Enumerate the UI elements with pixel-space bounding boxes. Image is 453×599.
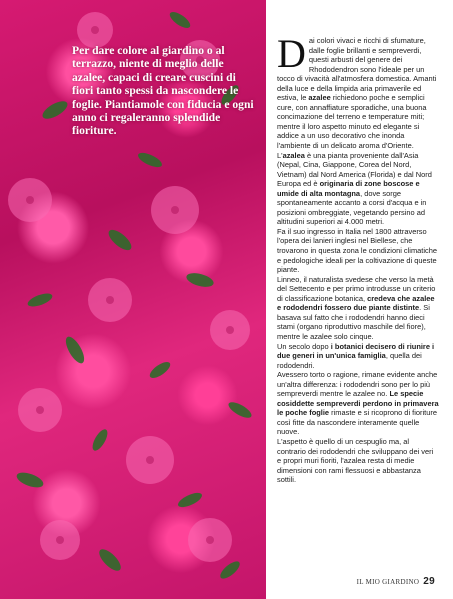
text-run: . Si basava sul fatto che i rododendri hanno dieci stami (organo riproduttivo maschile del fiore), mentre le azalee solo cinque. bbox=[277, 303, 430, 341]
article-column bbox=[277, 31, 439, 485]
page-number: 29 bbox=[423, 576, 435, 587]
article-paragraph-intro bbox=[277, 31, 439, 227]
article-paragraph-history: Fa il suo ingresso in Italia nel 1800 attraverso l'opera dei lanieri inglesi nel Biellese, che trovarono in questa zona le condizioni climatiche e pedologiche ideali per la coltivazione di queste piante. bbox=[277, 226, 437, 275]
text-run: Avessero torto o ragione, rimane evidente anche un'altra differenza: i rododendri sono per lo più sempreverdi mentre le azalee no. bbox=[277, 370, 438, 399]
bold-run: credeva che azalee e rododendri fossero due piante distinte bbox=[277, 293, 435, 313]
bold-run: i botanici decisero di riunire i due generi in un'unica famiglia bbox=[277, 341, 435, 361]
bold-run: azalee bbox=[308, 93, 331, 103]
magazine-name: IL MIO GIARDINO bbox=[356, 578, 420, 586]
photo-caption: Per dare colore al giardino o al terrazzo, niente di meglio delle azalee, capaci di creare cuscini di fiori tanto spessi da nascondere le foglie. Piantiamole con fiducia e ogni anno ci regaleranno splendide fioriture. bbox=[72, 44, 254, 138]
text-run: Un secolo dopo bbox=[277, 341, 331, 351]
drop-cap: D bbox=[277, 31, 306, 76]
text-run: rimaste e si ricoprono di fioriture così fitte da nascondere interamente quelle nuove. bbox=[277, 408, 437, 437]
article-paragraph-evergreen bbox=[277, 370, 439, 437]
text-run: Linneo, il naturalista svedese che verso la metà del Settecento e per primo introdusse un criterio di classificazione botanica, bbox=[277, 274, 436, 303]
bold-run: Le specie cosiddette sempreverdi perdono in primavera le poche foglie bbox=[277, 389, 439, 418]
text-run: richiedono poche e semplici cure, con annaffiature sporadiche, una buona concimazione del terreno e temperature miti; mentre il loro aspetto minuto ed elegante si addice a un uso decorativo che inonda l'ambiente di un delicato aroma d'Oriente. L' bbox=[277, 93, 427, 160]
article-paragraph-botanists bbox=[277, 342, 439, 371]
article-paragraph-linneo bbox=[277, 275, 439, 342]
text-run: , dove sorge spontaneamente accanto a corsi d'acqua e in posizioni ombreggiate, vegetando persino ad altitudini superiori ai 4.000 metri. bbox=[277, 188, 427, 227]
text-run: è una pianta proveniente dall'Asia (Nepal, Cina, Giappone, Corea del Nord, Vietnam) dal Nord America (Florida) e dal Nord Europa ed è bbox=[277, 150, 432, 189]
bold-run: azalea bbox=[282, 150, 305, 160]
bold-run: originaria di zone boscose e umide di alta montagna bbox=[277, 179, 420, 198]
text-run: ai colori vivaci e ricchi di sfumature, dalle foglie brillanti e sempreverdi, questi arbusti del genere dei Rhododendron sono l'ideale per un tocco di vivacità all'atmosfera domestica. Amanti della luce e della limpida aria primaverile ed estiva, le bbox=[277, 36, 437, 103]
article-paragraph-appearance: L'aspetto è quello di un cespuglio ma, al contrario dei rododendri che sviluppano dei veri e propri muri fioriti, l'azalea resta di medie dimensioni con rami flessuosi e abbastanza sottili. bbox=[277, 436, 434, 485]
text-run: , quella dei rododendri. bbox=[277, 351, 422, 370]
page-footer bbox=[357, 576, 435, 587]
